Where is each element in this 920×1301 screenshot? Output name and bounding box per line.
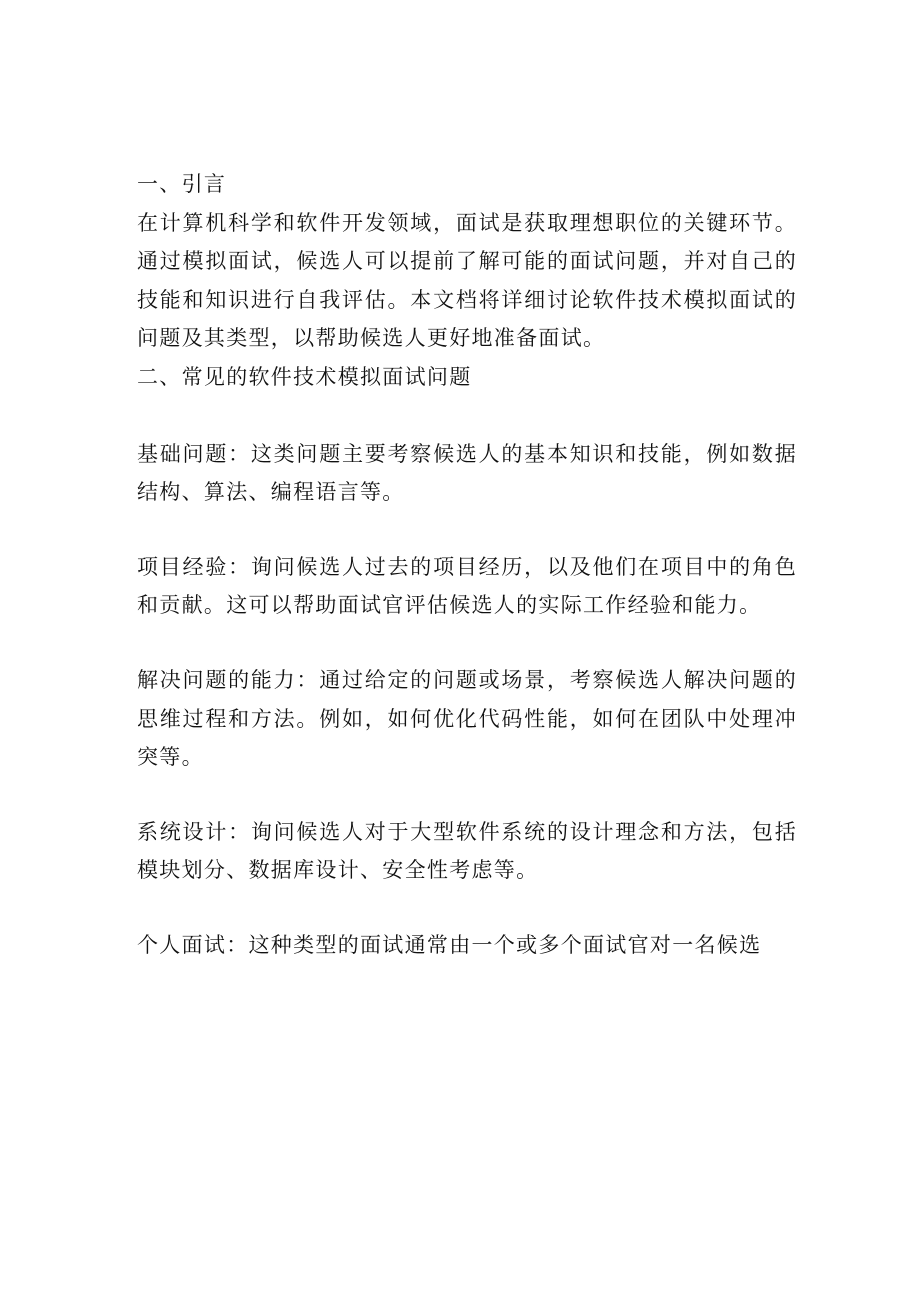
section-heading-common-questions: 二、常见的软件技术模拟面试问题: [137, 364, 472, 389]
document-body: [137, 165, 797, 965]
paragraph-basic-questions: 基础问题：这类问题主要考察候选人的基本知识和技能，例如数据结构、算法、编程语言等。: [137, 441, 797, 505]
paragraph-introduction: 在计算机科学和软件开发领域，面试是获取理想职位的关键环节。通过模拟面试，候选人可以提前了解可能的面试问题，并对自己的技能和知识进行自我评估。本文档将详细讨论软件技术模拟面试的问题及其类型，以帮助候选人更好地准备面试。: [137, 210, 797, 351]
paragraph-project-experience: 项目经验：询问候选人过去的项目经历，以及他们在项目中的角色和贡献。这可以帮助面试官评估候选人的实际工作经验和能力。: [137, 554, 797, 618]
paragraph-problem-solving: 解决问题的能力：通过给定的问题或场景，考察候选人解决问题的思维过程和方法。例如，如何优化代码性能，如何在团队中处理冲突等。: [137, 667, 797, 770]
section-heading-introduction: 一、引言: [137, 172, 227, 196]
paragraph-system-design: 系统设计：询问候选人对于大型软件系统的设计理念和方法，包括模块划分、数据库设计、安全性考虑等。: [137, 819, 797, 883]
paragraph-personal-interview: 个人面试：这种类型的面试通常由一个或多个面试官对一名候选: [137, 932, 762, 957]
